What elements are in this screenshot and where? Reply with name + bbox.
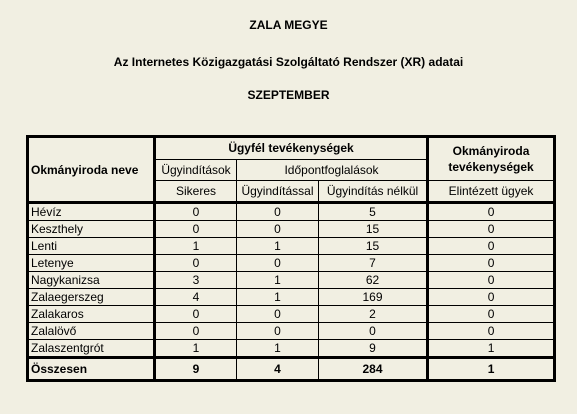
statistics-table	[26, 135, 556, 382]
value-cell: 5	[319, 203, 428, 221]
office-name-cell: Hévíz	[28, 203, 155, 221]
value-cell: 1	[155, 340, 237, 358]
value-cell: 0	[237, 221, 319, 238]
without-case-start-header: Ügyindítás nélkül	[319, 181, 428, 203]
value-cell: 1	[237, 238, 319, 255]
total-label-cell: Összesen	[28, 358, 155, 381]
total-value-cell: 9	[155, 358, 237, 381]
value-cell: 0	[428, 289, 555, 306]
office-name-cell: Zalalövő	[28, 323, 155, 340]
value-cell: 0	[237, 306, 319, 323]
value-cell: 0	[155, 323, 237, 340]
value-cell: 0	[428, 255, 555, 272]
value-cell: 4	[155, 289, 237, 306]
case-starts-header: Ügyindítások	[155, 160, 237, 181]
value-cell: 0	[428, 272, 555, 289]
value-cell: 1	[237, 272, 319, 289]
office-name-cell: Zalakaros	[28, 306, 155, 323]
value-cell: 0	[155, 203, 237, 221]
value-cell: 62	[319, 272, 428, 289]
office-name-cell: Lenti	[28, 238, 155, 255]
value-cell: 3	[155, 272, 237, 289]
value-cell: 0	[237, 255, 319, 272]
office-name-cell: Zalaszentgrót	[28, 340, 155, 358]
value-cell: 0	[428, 221, 555, 238]
table-row	[28, 221, 555, 238]
value-cell: 7	[319, 255, 428, 272]
office-activities-header: Okmányiroda tevékenységek	[428, 137, 555, 181]
appointments-header: Időpontfoglalások	[237, 160, 428, 181]
value-cell: 0	[319, 323, 428, 340]
value-cell: 169	[319, 289, 428, 306]
table-row	[28, 238, 555, 255]
client-activities-header: Ügyfél tevékenységek	[155, 137, 428, 160]
value-cell: 1	[237, 340, 319, 358]
value-cell: 15	[319, 238, 428, 255]
with-case-start-header: Ügyindítással	[237, 181, 319, 203]
county-title: ZALA MEGYE	[249, 18, 328, 32]
value-cell: 0	[237, 323, 319, 340]
value-cell: 0	[155, 255, 237, 272]
office-name-cell: Letenye	[28, 255, 155, 272]
value-cell: 0	[428, 323, 555, 340]
office-name-cell: Keszthely	[28, 221, 155, 238]
value-cell: 0	[428, 238, 555, 255]
total-value-cell: 4	[237, 358, 319, 381]
value-cell: 9	[319, 340, 428, 358]
total-row	[28, 358, 555, 381]
value-cell: 0	[237, 203, 319, 221]
table-row	[28, 340, 555, 358]
table-row	[28, 289, 555, 306]
office-name-cell: Zalaegerszeg	[28, 289, 155, 306]
table-row	[28, 203, 555, 221]
office-name-cell: Nagykanizsa	[28, 272, 155, 289]
successful-header: Sikeres	[155, 181, 237, 203]
month-title: SZEPTEMBER	[247, 88, 330, 102]
office-name-header: Okmányiroda neve	[28, 137, 155, 203]
completed-cases-header: Elintézett ügyek	[428, 181, 555, 203]
value-cell: 1	[237, 289, 319, 306]
table-row	[28, 272, 555, 289]
value-cell: 15	[319, 221, 428, 238]
value-cell: 1	[155, 238, 237, 255]
total-value-cell: 284	[319, 358, 428, 381]
value-cell: 1	[428, 340, 555, 358]
table-row	[28, 255, 555, 272]
table-row	[28, 306, 555, 323]
table-row	[28, 323, 555, 340]
value-cell: 2	[319, 306, 428, 323]
report-subtitle: Az Internetes Közigazgatási Szolgáltató Rendszer (XR) adatai	[113, 55, 464, 69]
value-cell: 0	[428, 306, 555, 323]
value-cell: 0	[428, 203, 555, 221]
value-cell: 0	[155, 221, 237, 238]
value-cell: 0	[155, 306, 237, 323]
total-value-cell: 1	[428, 358, 555, 381]
